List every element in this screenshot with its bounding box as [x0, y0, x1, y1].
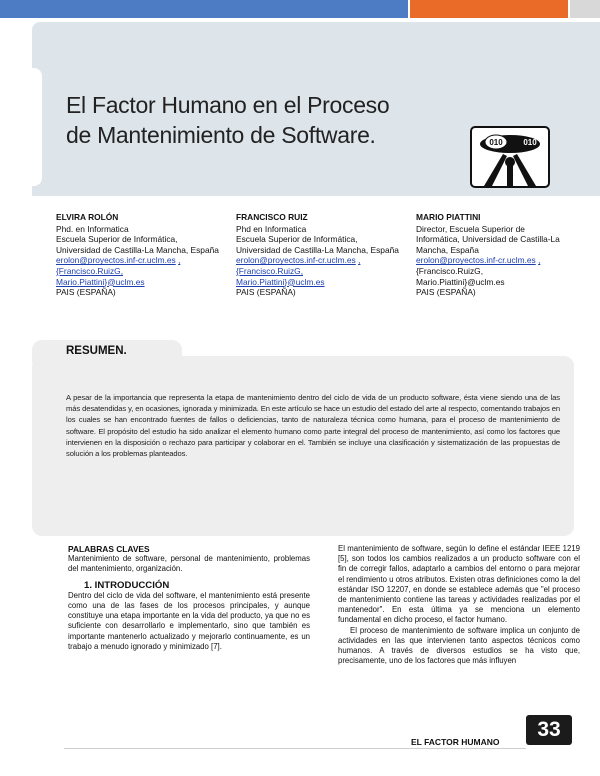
footer-divider [64, 748, 526, 749]
author-name: MARIO PIATTINI [416, 212, 481, 222]
top-bar-grey [570, 0, 600, 18]
resumen-title: RESUMEN. [66, 345, 127, 357]
author-affiliation: Informática, Universidad de Castilla-La [416, 234, 560, 245]
right-column [338, 544, 580, 666]
logo-text-left: 010 [489, 138, 503, 147]
author-degree: Director, Escuela Superior de [416, 223, 525, 234]
author-email-plain: Mario.Piattini}@uclm.es [416, 276, 505, 287]
logo-text-right: 010 [523, 138, 537, 147]
footer-running-title: EL FACTOR HUMANO [411, 737, 500, 747]
author-block-rolon [56, 212, 231, 298]
author-block-piattini [416, 212, 576, 298]
email-separator: , [358, 255, 361, 266]
author-email-link[interactable]: {Francisco.RuizG, [56, 265, 124, 276]
left-column [68, 544, 310, 652]
resumen-text: A pesar de la importancia que representa la etapa de mantenimiento dentro del ciclo de vida de un producto software, ésta viene siendo una de las más desatendidas y, en ocasiones, ignorada y minimizada. En este artículo se hace un estudio del estado del arte al respecto, comentando trabajos en los cuales se han encontrado fuentes de fallos o deficiencias, tanto de naturaleza técnica como humana, para el proceso de mantenimiento de software. El propósito del estudio ha sido analizar el elemento humano como parte integral del proceso de mantenimiento, así como los factores que intervienen en la disposición o rechazo para participar y colaborar en el. También se incluye una clasificación y sistematización de las propuestas de solución a los problemas planteados. [66, 393, 560, 459]
email-separator: , [538, 255, 541, 266]
keywords-text: Mantenimiento de software, personal de mantenimiento, problemas del mantenimiento, organización. [68, 554, 310, 574]
top-bar-orange [410, 0, 568, 18]
author-block-ruiz [236, 212, 411, 298]
author-email-link[interactable]: {Francisco.RuizG, [236, 265, 304, 276]
author-email-link[interactable]: erolon@proyectos.inf-cr.uclm.es [56, 255, 176, 266]
page-number: 33 [526, 715, 572, 745]
body-paragraph: El mantenimiento de software, según lo define el estándar IEEE 1219 [5], son todos los cambios realizados a un producto software con el fin de corregir fallos, adaptarlo a cambios del entorno o para mejorar el rendimiento u otros atributos. Existen otras definiciones como la del estándar ISO 12207, en donde se establece además que "el proceso de mantenimiento contiene las tareas y actividades realizadas por el mantenedor". En esta última ya se menciona un elemento fundamental en dicho proceso, el factor humano. [338, 544, 580, 625]
article-title [66, 90, 436, 150]
title-line-1: El Factor Humano en el Proceso [66, 92, 390, 118]
author-degree: Phd en Informatica [236, 223, 307, 234]
author-email-link[interactable]: erolon@proyectos.inf-cr.uclm.es [236, 255, 356, 266]
body-paragraph: El proceso de mantenimiento de software implica un conjunto de actividades en las que intervienen tanto aspectos técnicos como humanos. A través de diversos estudios se ha visto que, precisamente, uno de los factores que más influyen [338, 625, 580, 666]
email-separator: , [178, 255, 181, 266]
author-name: FRANCISCO RUIZ [236, 212, 308, 222]
author-email-plain: {Francisco.RuizG, [416, 265, 484, 276]
section-title-introduccion: 1. INTRODUCCIÓN [84, 579, 170, 591]
keywords-title: PALABRAS CLAVES [68, 544, 150, 554]
binary-logo-icon [470, 126, 550, 188]
author-degree: Phd. en Informatica [56, 223, 129, 234]
author-email-link[interactable]: Mario.Piattini}@uclm.es [236, 276, 325, 287]
author-country: PAIS (ESPAÑA) [236, 287, 296, 298]
author-affiliation: Universidad de Castilla-La Mancha, España [236, 244, 399, 255]
author-email-link[interactable]: Mario.Piattini}@uclm.es [56, 276, 145, 287]
author-affiliation: Mancha, España [416, 244, 479, 255]
intro-paragraph: Dentro del ciclo de vida del software, el mantenimiento está presente como una de las fases de los procesos principales, y aunque constituye una etapa importante en la vida del producto, ya que no es suficiente con desarrollarlo e implementarlo, sino que también es importante mantenerlo actualizado y mejorarlo continuamente, es un trabajo a menudo ignorado y minimizado [7]. [68, 590, 310, 651]
author-email-link[interactable]: erolon@proyectos.inf-cr.uclm.es [416, 255, 536, 266]
author-country: PAIS (ESPAÑA) [56, 287, 116, 298]
author-affiliation: Escuela Superior de Informática, [236, 234, 358, 245]
header-notch [32, 68, 42, 186]
author-affiliation: Universidad de Castilla-La Mancha, España [56, 244, 219, 255]
author-country: PAIS (ESPAÑA) [416, 287, 476, 298]
title-line-2: de Mantenimiento de Software. [66, 122, 376, 148]
top-bar-blue [0, 0, 408, 18]
author-name: ELVIRA ROLÓN [56, 212, 119, 222]
author-affiliation: Escuela Superior de Informática, [56, 234, 178, 245]
